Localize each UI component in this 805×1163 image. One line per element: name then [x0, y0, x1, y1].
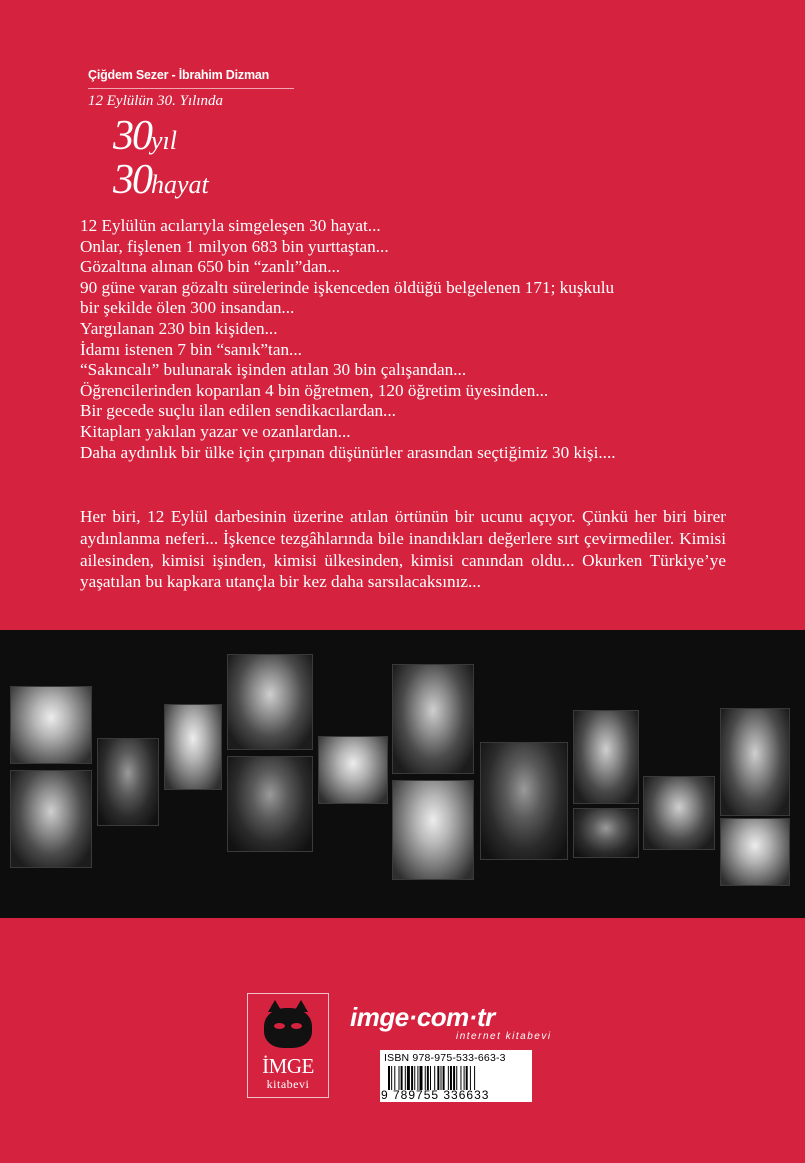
- barcode-stripe: [437, 1066, 439, 1090]
- portrait-photo: [227, 654, 313, 750]
- intro-line: Daha aydınlık bir ülke için çırpınan düşünürler arasından seçtiğimiz 30 kişi....: [80, 442, 616, 462]
- portrait-photo: [97, 738, 159, 826]
- barcode-stripe: [441, 1066, 442, 1090]
- portrait-photo: [573, 808, 639, 858]
- book-title-line-2: [113, 156, 209, 204]
- barcode-stripe: [430, 1066, 431, 1090]
- barcode-stripe: [443, 1066, 445, 1090]
- barcode-stripe: [420, 1066, 423, 1090]
- barcode-stripe: [401, 1066, 403, 1090]
- description-paragraph: Her biri, 12 Eylül darbesinin üzerine atılan örtünün bir ucunu açıyor. Çünkü her biri birer aydınlanma neferi... İşkence tezgâhlarında bile inandıkları değerlere sırt çevirmediler. Kimisi ailesinden, kimisi işinden, kimisi ülkesinden, kimisi canından oldu... Okurken Türkiye’ye yaşatılan bu kapkara utançla bir kez daha sarsılacaksınız...: [80, 507, 726, 592]
- cat-eye-icon: [291, 1023, 302, 1029]
- intro-line: Kitapları yakılan yazar ve ozanlardan...: [80, 421, 351, 441]
- title-word-2: hayat: [151, 170, 209, 199]
- intro-line: 90 güne varan gözaltı sürelerinde işkenceden öldüğü belgelenen 171; kuşkulu: [80, 277, 615, 297]
- portrait-photo: [720, 708, 790, 816]
- portrait-photo: [10, 770, 92, 868]
- barcode-stripe: [470, 1066, 471, 1090]
- barcode-stripe: [394, 1066, 395, 1090]
- barcode-digits: 9 789755 336633: [381, 1088, 490, 1102]
- barcode-stripe: [399, 1066, 400, 1090]
- cat-logo-icon: [264, 1008, 312, 1048]
- barcode-stripe: [474, 1066, 475, 1090]
- publisher-site-sub: internet kitabevi: [456, 1031, 552, 1042]
- title-word-1: yıl: [151, 126, 177, 155]
- book-title-line-1: [113, 112, 177, 160]
- intro-line: Onlar, fişlenen 1 milyon 683 bin yurttaştan...: [80, 236, 389, 256]
- intro-line: İdamı istenen 7 bin “sanık”tan...: [80, 339, 302, 359]
- photo-band: [0, 630, 805, 918]
- publisher-logo-sub: kitabevi: [266, 1077, 310, 1091]
- intro-line: bir şekilde ölen 300 insandan...: [80, 298, 295, 318]
- book-subtitle: 12 Eylülün 30. Yılında: [88, 93, 223, 109]
- barcode-stripe: [434, 1066, 435, 1090]
- intro-text: [80, 216, 740, 463]
- title-number-1: 30: [113, 113, 151, 159]
- author-names: Çiğdem Sezer - İbrahim Dizman: [88, 68, 270, 82]
- barcode-stripe: [450, 1066, 452, 1090]
- publisher-site-name: imge·com·tr: [350, 1002, 495, 1032]
- author-rule: [88, 88, 294, 89]
- barcode-stripe: [427, 1066, 429, 1090]
- portrait-photo: [227, 756, 313, 852]
- barcode-stripe: [456, 1066, 457, 1090]
- barcode-stripe: [464, 1066, 465, 1090]
- portrait-photo: [164, 704, 222, 790]
- intro-line: 12 Eylülün acılarıyla simgeleşen 30 hayat...: [80, 216, 381, 235]
- barcode-stripe: [405, 1066, 406, 1090]
- barcode-stripe: [414, 1066, 415, 1090]
- barcode-stripe: [425, 1066, 426, 1090]
- intro-line: “Sakıncalı” bulunarak işinden atılan 30 bin çalışandan...: [80, 360, 467, 380]
- barcode-stripe: [411, 1066, 413, 1090]
- intro-line: Gözaltına alınan 650 bin “zanlı”dan...: [80, 257, 341, 277]
- title-number-2: 30: [113, 157, 151, 203]
- publisher-logo: [247, 993, 329, 1098]
- barcode-stripe: [448, 1066, 449, 1090]
- cat-eye-icon: [274, 1023, 285, 1029]
- portrait-photo: [480, 742, 568, 860]
- portrait-photo: [573, 710, 639, 804]
- portrait-photo: [318, 736, 388, 804]
- intro-line: Bir gecede suçlu ilan edilen sendikacılardan...: [80, 401, 396, 421]
- portrait-photo: [392, 780, 474, 880]
- portrait-photo: [643, 776, 715, 850]
- barcode-icon: [388, 1066, 526, 1090]
- barcode-stripe: [466, 1066, 468, 1090]
- portrait-photo: [10, 686, 92, 764]
- barcode-stripe: [388, 1066, 390, 1090]
- barcode-box: [380, 1050, 532, 1102]
- publisher-logo-name: İMGE: [262, 1054, 314, 1078]
- intro-line: Öğrencilerinden koparılan 4 bin öğretmen, 120 öğretim üyesinden...: [80, 380, 549, 400]
- barcode-stripe: [407, 1066, 410, 1090]
- portrait-photo: [720, 818, 790, 886]
- barcode-stripe: [460, 1066, 461, 1090]
- barcode-stripe: [391, 1066, 392, 1090]
- isbn-text: ISBN 978-975-533-663-3: [384, 1052, 506, 1064]
- intro-line: Yargılanan 230 bin kişiden...: [80, 318, 278, 338]
- barcode-stripe: [417, 1066, 418, 1090]
- barcode-stripe: [453, 1066, 455, 1090]
- portrait-photo: [392, 664, 474, 774]
